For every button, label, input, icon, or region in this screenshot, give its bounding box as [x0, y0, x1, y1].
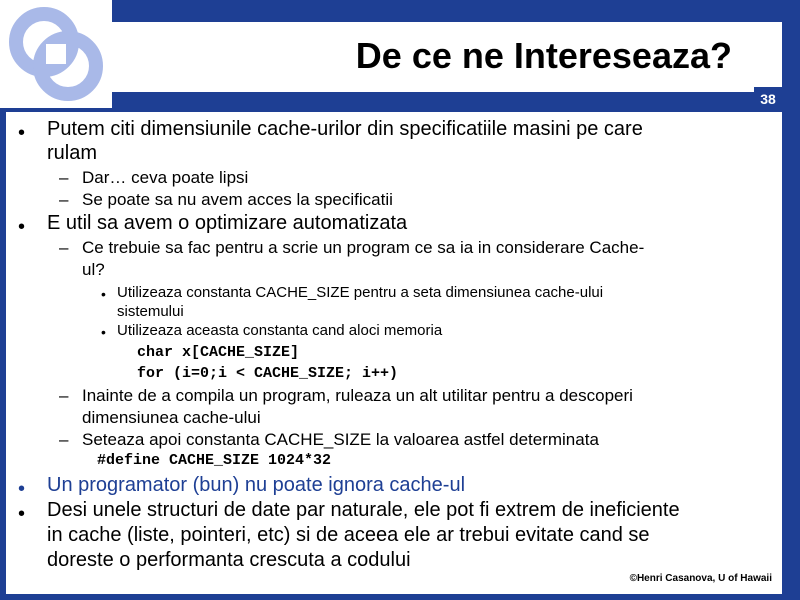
list-item: sistemului	[117, 303, 184, 320]
list-item: Un programator (bun) nu poate ignora cache-ul	[47, 474, 466, 496]
bullet-icon: •	[18, 478, 26, 500]
list-item: ul?	[82, 260, 105, 279]
list-item: Inainte de a compila un program, ruleaza un alt utilitar pentru a descoperi	[82, 386, 633, 405]
list-item: Putem citi dimensiunile cache-urilor din specificatiile masini pe care	[47, 118, 643, 140]
dash-icon: –	[59, 430, 69, 449]
bullet-icon: •	[18, 122, 26, 144]
slide-title: De ce ne Intereseaza?	[355, 35, 732, 76]
bullet-icon: •	[18, 503, 26, 525]
list-item: Utilizeaza constanta CACHE_SIZE pentru a seta dimensiunea cache-ului	[117, 284, 604, 301]
bullet-icon: •	[18, 216, 26, 238]
copyright: ©Henri Casanova, U of Hawaii	[629, 573, 772, 584]
list-item: doreste o performanta crescuta a codului	[47, 549, 411, 571]
logo	[0, 0, 112, 108]
code-line: #define CACHE_SIZE 1024*32	[97, 452, 332, 469]
code-line: for (i=0;i < CACHE_SIZE; i++)	[137, 365, 399, 382]
code-line: char x[CACHE_SIZE]	[137, 344, 300, 361]
content-box	[6, 112, 782, 594]
list-item: Dar… ceva poate lipsi	[82, 168, 249, 187]
title-box	[112, 22, 782, 92]
logo-icon	[6, 4, 106, 104]
list-item: Seteaza apoi constanta CACHE_SIZE la valoarea astfel determinata	[82, 430, 599, 449]
dash-icon: –	[59, 190, 69, 209]
list-item: dimensiunea cache-ului	[82, 408, 261, 427]
list-item: Ce trebuie sa fac pentru a scrie un program ce sa ia in considerare Cache-	[82, 238, 645, 257]
dash-icon: –	[59, 386, 69, 405]
list-item: Se poate sa nu avem acces la specificatii	[82, 190, 393, 209]
list-item: Utilizeaza aceasta constanta cand aloci memoria	[117, 322, 443, 339]
page-number: 38	[754, 87, 782, 111]
list-item: Desi unele structuri de date par naturale, ele pot fi extrem de ineficiente	[47, 499, 680, 521]
dash-icon: –	[59, 238, 69, 257]
list-item: rulam	[47, 142, 98, 164]
bullet-icon: •	[101, 324, 106, 340]
list-item: in cache (liste, pointeri, etc) si de aceea ele ar trebui evitate cand se	[47, 524, 650, 546]
list-item: E util sa avem o optimizare automatizata	[47, 212, 408, 234]
bullet-icon: •	[101, 286, 106, 302]
dash-icon: –	[59, 168, 69, 187]
